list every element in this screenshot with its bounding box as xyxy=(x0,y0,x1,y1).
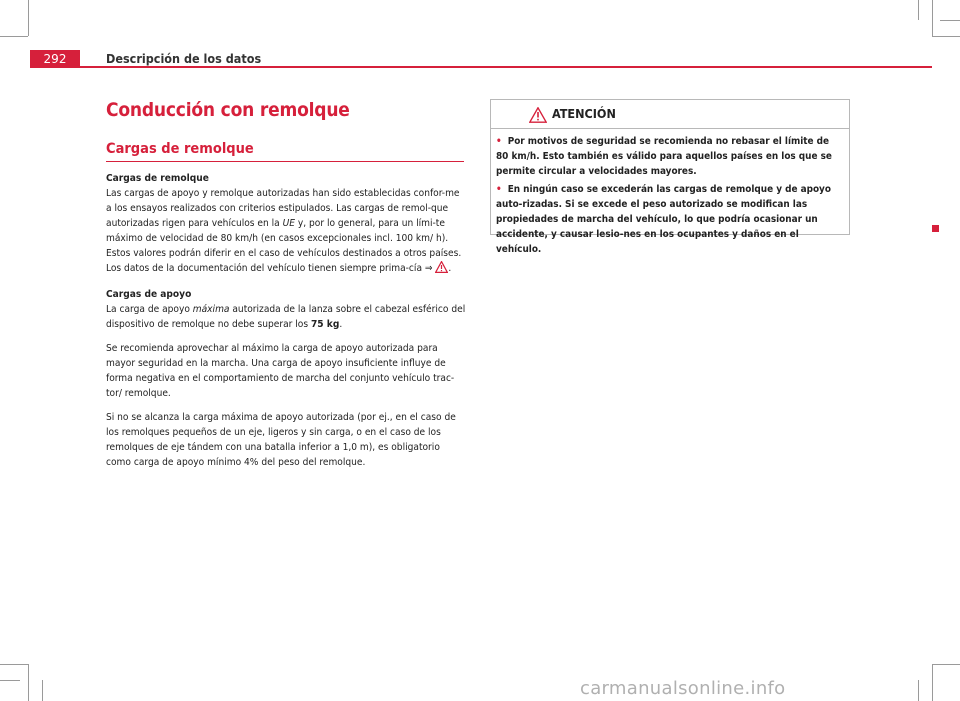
warning-triangle-icon xyxy=(529,107,547,127)
crop-mark xyxy=(0,680,20,681)
crop-mark xyxy=(918,0,919,20)
sec2-heading: Cargas de apoyo xyxy=(106,289,192,300)
body-column xyxy=(106,171,466,479)
bullet: • xyxy=(496,184,502,195)
bullet: • xyxy=(496,136,502,147)
crop-mark xyxy=(918,680,919,701)
crop-mark xyxy=(0,664,28,665)
warning-header xyxy=(491,100,849,129)
sec1-paragraph: Las cargas de apoyo y remolque autorizadas han sido establecidas confor-me a los ensayos realizados con criterios estipulados. Las cargas de remol-que autorizadas rigen para vehículos en la UE y, por lo general, para un lími-te máximo de velocidad de 80 km/h (en casos excepcionales incl. 100 km/ h). Estos valores podrán diferir en el caso de vehículos destinados a otros países. Los datos de la documentación del vehículo tienen siempre prima-cía ⇒ . xyxy=(106,186,466,278)
crop-mark xyxy=(932,664,933,701)
warning-title: ATENCIÓN xyxy=(552,106,616,121)
header-rule xyxy=(30,66,932,68)
watermark: carmanualsonline.info xyxy=(580,678,786,699)
warning-triangle-icon[interactable] xyxy=(435,261,448,278)
crop-mark xyxy=(28,664,29,701)
page-title: Conducción con remolque xyxy=(106,99,350,121)
crop-mark xyxy=(28,0,29,36)
crop-mark xyxy=(932,664,960,665)
running-head: Descripción de los datos xyxy=(106,51,262,66)
warning-item: • En ningún caso se excederán las cargas de remolque y de apoyo auto-rizadas. Si se excede el peso autorizado se modifican las propiedades de marcha del vehículo, lo que podría ocasionar un accidente, y causar lesio-nes en los ocupantes y daños en el vehículo. xyxy=(496,184,831,255)
crop-mark xyxy=(940,20,960,21)
paragraph-4: Si no se alcanza la carga máxima de apoyo autorizada (por ej., en el caso de los remolques pequeños de un eje, ligeros y sin carga, o en el caso de los remolques de eje tándem con una batalla inferior a 1,0 m), es obligatorio como carga de apoyo mínimo 4% del peso del remolque. xyxy=(106,412,456,468)
crop-mark xyxy=(0,36,28,37)
warning-box xyxy=(490,99,850,255)
subtitle-rule xyxy=(106,161,464,162)
sec2-emphasis: máxima xyxy=(192,304,230,315)
sec1-heading: Cargas de remolque xyxy=(106,173,209,184)
section-subtitle: Cargas de remolque xyxy=(106,141,254,157)
paragraph-3: Se recomienda aprovechar al máximo la carga de apoyo autorizada para mayor seguridad en la marcha. Una carga de apoyo insuficiente influye de forma negativa en el comportamiento de marcha del conjunto vehículo trac-tor/ remolque. xyxy=(106,343,455,399)
crop-mark xyxy=(932,36,960,37)
end-of-section-icon xyxy=(932,225,939,232)
warning-item: • Por motivos de seguridad se recomienda no rebasar el límite de 80 km/h. Esto también es válido para aquellos países en los que se permite circular a velocidades mayores. xyxy=(496,136,832,177)
sec1-emphasis: UE xyxy=(282,218,295,229)
sec2-bold-value: 75 kg xyxy=(310,319,340,330)
page-number: 292 xyxy=(30,50,80,68)
sec2-paragraph: La carga de apoyo máxima autorizada de la lanza sobre el cabezal esférico del dispositivo de remolque no debe superar los 75 kg. xyxy=(106,304,466,330)
warning-body xyxy=(491,129,849,257)
crop-mark xyxy=(932,0,933,36)
crop-mark xyxy=(42,680,43,701)
